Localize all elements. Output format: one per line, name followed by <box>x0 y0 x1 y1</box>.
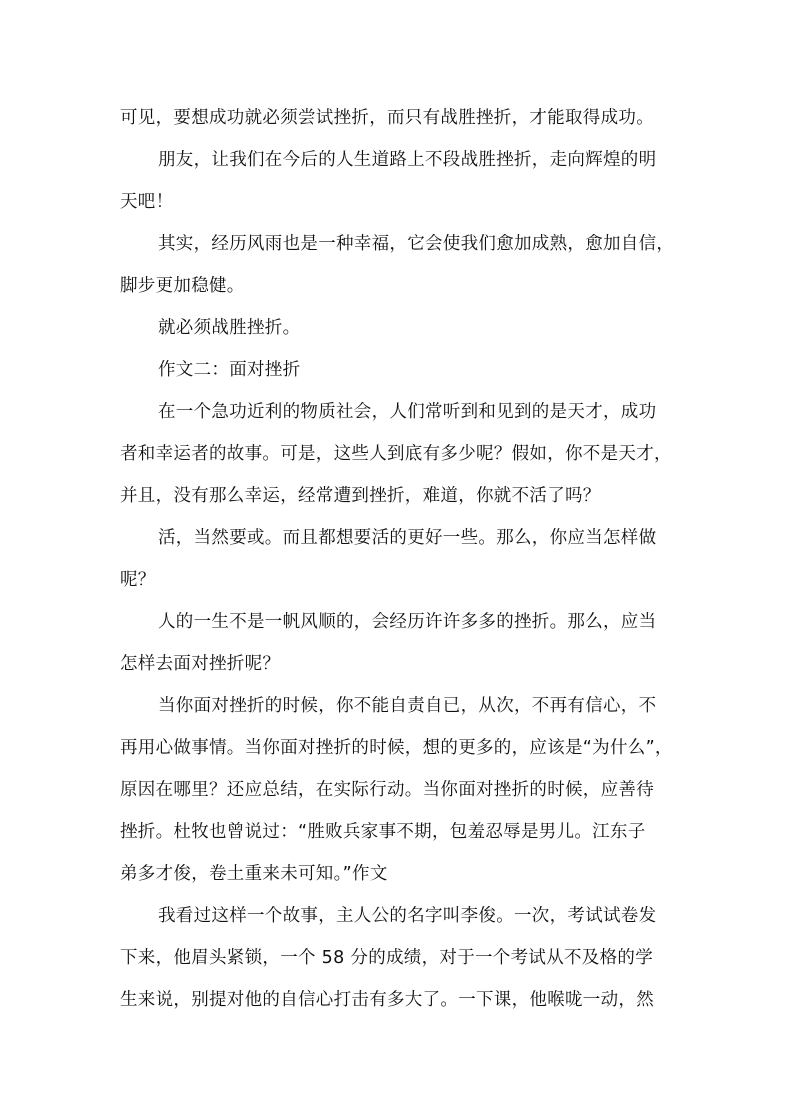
text-line: 就必须战胜挫折。 <box>158 318 301 338</box>
text-line: 生来说，别提对他的自信心打击有多大了。一下课，他喉咙一动，然 <box>120 990 654 1010</box>
section-heading: 作文二：面对挫折 <box>158 360 301 380</box>
text-line: 当你面对挫折的时候，你不能自责自已，从次，不再有信心，不 <box>158 696 657 716</box>
text-line: 朋友，让我们在今后的人生道路上不段战胜挫折，走向辉煌的明 <box>158 150 657 170</box>
text-line: 活，当然要或。而且都想要活的更好一些。那么，你应当怎样做 <box>158 528 657 548</box>
text-line: 脚步更加稳健。 <box>120 276 245 296</box>
text-line: 并且，没有那么幸运，经常遭到挫折，难道，你就不活了吗？ <box>120 486 601 506</box>
text-line: 挫折。杜牧也曾说过：“胜败兵家事不期，包羞忍辱是男儿。江东子 <box>120 822 646 842</box>
text-line: 呢？ <box>120 570 156 590</box>
text-line: 其实，经历风雨也是一种幸福，它会使我们愈加成熟，愈加自信， <box>158 234 675 254</box>
text-line: 可见，要想成功就必须尝试挫折，而只有战胜挫折，才能取得成功。 <box>120 108 654 128</box>
text-line: 在一个急功近利的物质社会，人们常听到和见到的是天才，成功 <box>158 402 657 422</box>
text-line: 我看过这样一个故事，主人公的名字叫李俊。一次，考试试卷发 <box>158 906 657 926</box>
text-line: 怎样去面对挫折呢？ <box>120 654 281 674</box>
text-line: 下来，他眉头紧锁，一个 58 分的成绩，对于一个考试从不及格的学 <box>120 948 653 968</box>
text-line: 人的一生不是一帆风顺的，会经历许许多多的挫折。那么，应当 <box>158 612 657 632</box>
text-line: 再用心做事情。当你面对挫折的时候，想的更多的，应该是“为什么”， <box>120 738 673 758</box>
text-line: 弟多才俊，卷土重来未可知。”作文 <box>120 864 388 884</box>
text-line: 天吧！ <box>120 192 174 212</box>
text-line: 者和幸运者的故事。可是，这些人到底有多少呢？假如，你不是天才， <box>120 444 672 464</box>
text-line: 原因在哪里？还应总结，在实际行动。当你面对挫折的时候，应善待 <box>120 780 654 800</box>
